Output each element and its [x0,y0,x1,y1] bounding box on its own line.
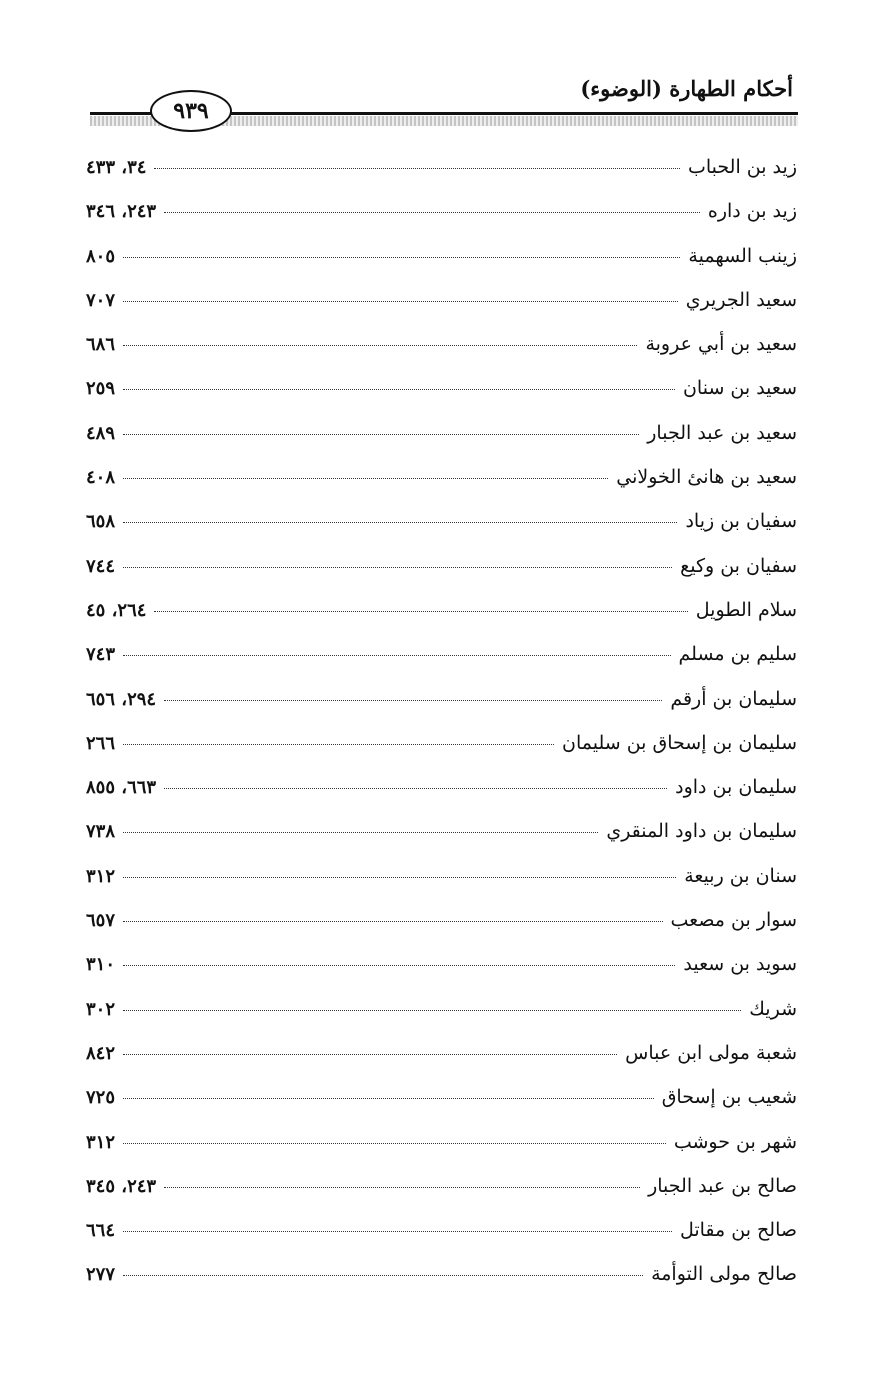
index-entry [86,555,797,599]
index-entry [86,1131,797,1175]
dot-leader [154,611,687,612]
index-entry [86,377,797,421]
index-entry [86,1086,797,1130]
entry-name: زيد بن داره [707,200,797,223]
entry-name: شعبة مولى ابن عباس [625,1041,797,1064]
page-header [0,0,879,140]
index-entry [86,776,797,820]
entry-pages: ٢٤٣، ٣٤٦ [86,201,157,223]
entry-pages: ٦٥٨ [86,511,116,533]
dot-leader [123,877,676,878]
entry-pages: ٢٦٦ [86,732,116,754]
entry-name: سليمان بن داود المنقري [606,820,797,843]
entry-pages: ٧٠٧ [86,289,116,311]
index-entry [86,643,797,687]
index-entry [86,245,797,289]
entry-name: زينب السهمية [688,244,797,267]
entry-name: سليم بن مسلم [678,643,797,666]
index-entry [86,1219,797,1263]
entry-pages: ٤٠٨ [86,467,116,489]
name-index-list [86,156,797,1308]
entry-name: سفيان بن زياد [685,510,797,533]
dot-leader [123,744,554,745]
entry-name: سليمان بن إسحاق بن سليمان [562,731,797,754]
entry-pages: ٣٤، ٤٣٣ [86,157,147,178]
index-entry [86,1042,797,1086]
dot-leader [164,788,667,789]
dot-leader [123,389,675,390]
entry-pages: ٧٤٣ [86,644,116,666]
entry-pages: ٢٩٤، ٦٥٦ [86,688,157,710]
dot-leader [123,1010,741,1011]
index-entry [86,200,797,244]
entry-name: زيد بن الحباب [687,156,797,178]
dot-leader [123,522,677,523]
entry-pages: ٣١٢ [86,1131,116,1153]
entry-name: سعيد الجريري [685,288,797,311]
entry-name: سليمان بن داود [675,776,797,799]
index-entry [86,909,797,953]
entry-pages: ٨٤٢ [86,1042,116,1064]
dot-leader [123,921,662,922]
entry-pages: ٨٠٥ [86,245,116,267]
entry-name: سويد بن سعيد [683,953,797,976]
entry-name: سعيد بن سنان [682,377,797,400]
index-entry [86,422,797,466]
entry-pages: ٦٥٧ [86,910,116,932]
dot-leader [123,567,672,568]
entry-pages: ٢٧٧ [86,1264,116,1286]
entry-pages: ٧٣٨ [86,821,116,843]
entry-name: سوار بن مصعب [670,909,797,932]
entry-name: سلام الطويل [695,598,797,621]
index-entry [86,820,797,864]
entry-name: شعيب بن إسحاق [661,1086,797,1109]
index-entry [86,732,797,776]
entry-pages: ٢٦٤، ٤٥ [86,599,147,621]
dot-leader [123,345,637,346]
dot-leader [154,168,680,169]
index-entry [86,688,797,732]
entry-name: سعيد بن عبد الجبار [647,421,797,444]
dot-leader [123,1275,643,1276]
index-entry [86,998,797,1042]
index-entry [86,953,797,997]
index-entry [86,1175,797,1219]
book-title: أحكام الطهارة (الوضوء) [580,76,793,101]
dot-leader [123,478,608,479]
entry-pages: ٦٦٣، ٨٥٥ [86,777,157,799]
entry-name: سليمان بن أرقم [670,687,797,710]
entry-pages: ٣١٠ [86,954,116,976]
entry-name: صالح بن عبد الجبار [648,1174,797,1197]
entry-pages: ٧٢٥ [86,1087,116,1109]
index-entry [86,333,797,377]
dot-leader [123,1098,654,1099]
entry-name: سفيان بن وكيع [680,554,797,577]
dot-leader [164,1187,640,1188]
dot-leader [123,1143,666,1144]
index-entry [86,865,797,909]
entry-name: شريك [749,997,797,1020]
index-entry [86,466,797,510]
dot-leader [164,212,700,213]
entry-pages: ٤٨٩ [86,422,116,444]
entry-pages: ٧٤٤ [86,555,116,577]
entry-pages: ٣٠٢ [86,998,116,1020]
entry-name: صالح بن مقاتل [679,1219,797,1242]
entry-pages: ٣١٢ [86,865,116,887]
entry-pages: ٦٦٤ [86,1220,116,1242]
index-entry [86,1263,797,1307]
index-entry [86,599,797,643]
index-entry [86,289,797,333]
entry-name: شهر بن حوشب [673,1130,797,1153]
entry-name: سنان بن ربيعة [684,864,797,887]
dot-leader [123,301,678,302]
dot-leader [123,1231,672,1232]
dot-leader [123,832,598,833]
dot-leader [123,434,639,435]
dot-leader [123,1054,617,1055]
entry-pages: ٢٤٣، ٣٤٥ [86,1175,157,1197]
entry-name: صالح مولى التوأمة [651,1263,797,1286]
entry-name: سعيد بن أبي عروبة [645,333,797,356]
dot-leader [123,655,671,656]
index-entry [86,156,797,200]
index-entry [86,510,797,554]
entry-pages: ٢٥٩ [86,378,116,400]
dot-leader [164,700,662,701]
entry-pages: ٦٨٦ [86,334,116,356]
entry-name: سعيد بن هانئ الخولاني [616,466,797,489]
page-number: ٩٣٩ [150,90,232,132]
dot-leader [123,965,675,966]
dot-leader [123,257,680,258]
